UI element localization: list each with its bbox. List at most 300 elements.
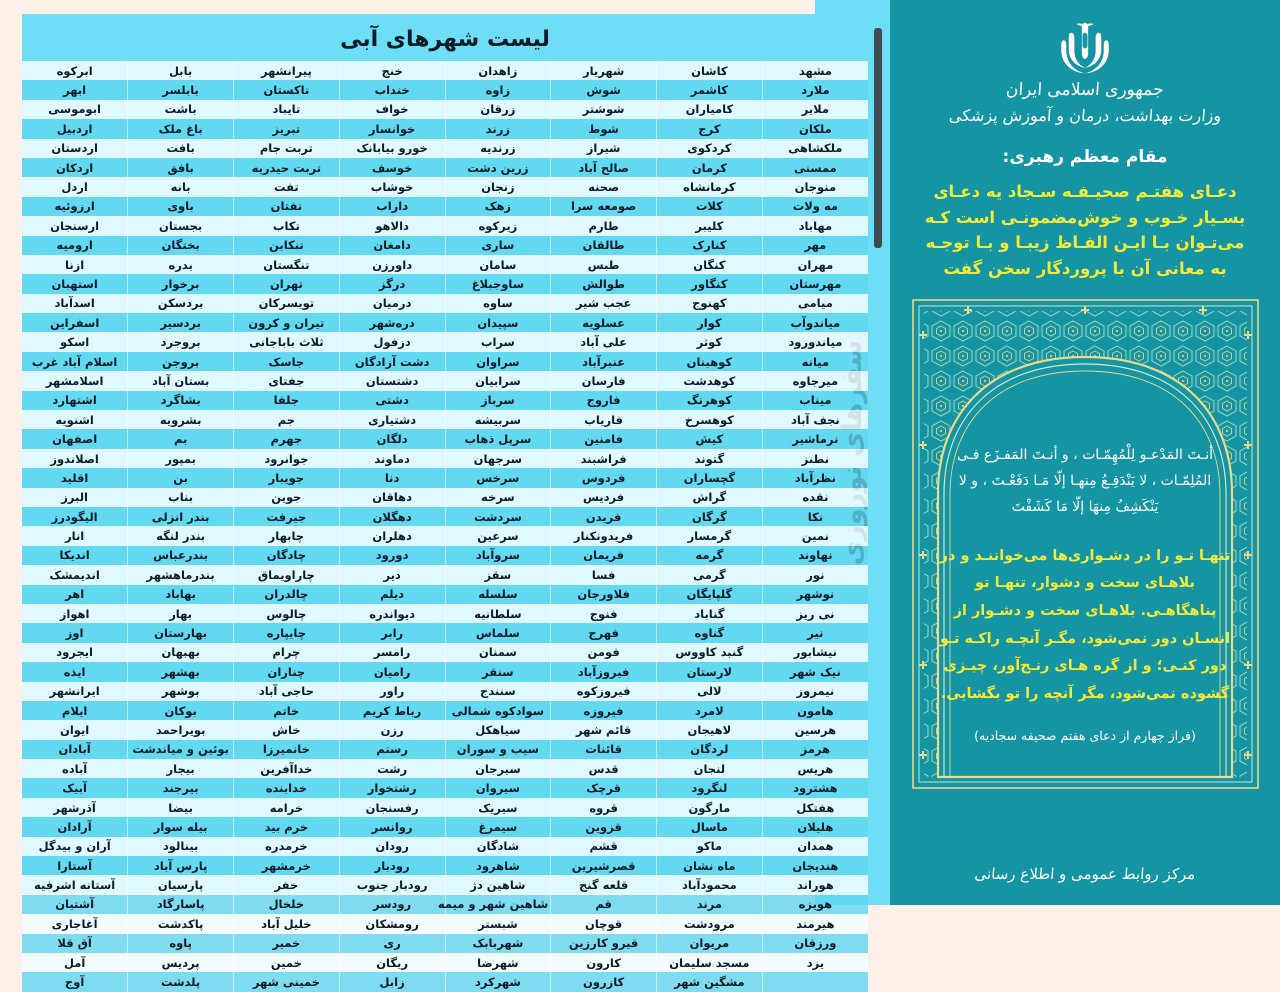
city-cell: زیرکوه: [445, 216, 551, 235]
city-cell: ملکان: [762, 119, 868, 138]
city-cell: جوانرود: [234, 449, 340, 468]
city-cell: انار: [22, 526, 128, 545]
city-cell: طارم: [551, 216, 657, 235]
city-cell: دنا: [339, 468, 445, 487]
city-cell: بیله سوار: [128, 817, 234, 836]
table-row: [22, 895, 868, 914]
city-cell: برخوار: [128, 274, 234, 293]
table-row: [22, 332, 868, 351]
city-cell: خدابنده: [234, 778, 340, 797]
city-cell: آستانه اشرفیه: [22, 875, 128, 894]
city-cell: شبستر: [445, 914, 551, 933]
city-cell: حاجی آباد: [234, 682, 340, 701]
city-cell: دالاهو: [339, 216, 445, 235]
city-cell: لنگرود: [657, 778, 763, 797]
city-cell: اسلام آباد غرب: [22, 352, 128, 371]
city-cell: نهاوند: [762, 546, 868, 565]
city-cell: پارس آباد: [128, 856, 234, 875]
city-cell: کوار: [657, 313, 763, 332]
city-cell: لامرد: [657, 701, 763, 720]
city-cell: صومعه سرا: [551, 197, 657, 216]
city-cell: بروجرد: [128, 332, 234, 351]
city-cell: زاوه: [445, 80, 551, 99]
city-cell: نیمروز: [762, 682, 868, 701]
city-cell: نظرآباد: [762, 468, 868, 487]
city-cell: فلاورجان: [551, 585, 657, 604]
table-row: [22, 953, 868, 972]
city-cell: بردسکن: [128, 294, 234, 313]
city-cell: آستارا: [22, 856, 128, 875]
city-cell: قرچک: [551, 778, 657, 797]
city-cell: اندیکا: [22, 546, 128, 565]
city-cell: شهریار: [551, 61, 657, 80]
table-row: [22, 177, 868, 196]
city-cell: بروجن: [128, 352, 234, 371]
city-cell: نیر: [762, 623, 868, 642]
table-row: [22, 488, 868, 507]
table-row: [22, 197, 868, 216]
table-row: [22, 100, 868, 119]
city-cell: سیاهکل: [445, 720, 551, 739]
city-cell: ایذه: [22, 662, 128, 681]
city-cell: آرادان: [22, 817, 128, 836]
city-cell: ساوه: [445, 294, 551, 313]
city-cell: اندیمشک: [22, 565, 128, 584]
table-row: [22, 682, 868, 701]
city-cell: لارستان: [657, 662, 763, 681]
city-cell: سرپل ذهاب: [445, 429, 551, 448]
city-cell: آبادان: [22, 740, 128, 759]
city-cell: کلیبر: [657, 216, 763, 235]
city-cell: طالقان: [551, 236, 657, 255]
city-cell: کوهرنگ: [657, 391, 763, 410]
city-cell: هامون: [762, 701, 868, 720]
table-row: [22, 119, 868, 138]
city-cell: باغ ملک: [128, 119, 234, 138]
city-cell: میاندوآب: [762, 313, 868, 332]
city-cell: لنجان: [657, 759, 763, 778]
city-cell: خمینی شهر: [234, 972, 340, 991]
city-cell: ملکشاهی: [762, 139, 868, 158]
city-cell: دامغان: [339, 236, 445, 255]
city-cell: هفتکل: [762, 798, 868, 817]
city-cell: چاراویماق: [234, 565, 340, 584]
city-cell: رودان: [339, 837, 445, 856]
table-row: [22, 643, 868, 662]
city-cell: خوشاب: [339, 177, 445, 196]
city-cell: نیک شهر: [762, 662, 868, 681]
city-cell: داورزن: [339, 255, 445, 274]
city-cell: نرماشیر: [762, 429, 868, 448]
city-cell: البرز: [22, 488, 128, 507]
city-cell: دیر: [339, 565, 445, 584]
city-cell: دیلم: [339, 585, 445, 604]
city-cell: زرین دشت: [445, 158, 551, 177]
city-cell: جوین: [234, 488, 340, 507]
city-cell: لاهیجان: [657, 720, 763, 739]
city-cell: چالدران: [234, 585, 340, 604]
city-cell: آذرشهر: [22, 798, 128, 817]
city-cell: خرم بید: [234, 817, 340, 836]
city-cell: بدره: [128, 255, 234, 274]
city-cell: استهبان: [22, 274, 128, 293]
city-cell: اهواز: [22, 604, 128, 623]
city-cell: آشتیان: [22, 895, 128, 914]
table-row: [22, 274, 868, 293]
city-cell: شادگان: [445, 837, 551, 856]
table-row: [22, 255, 868, 274]
city-cell: دلگان: [339, 429, 445, 448]
table-row: [22, 972, 868, 991]
city-cell: کنگان: [657, 255, 763, 274]
city-cell: سیمرغ: [445, 817, 551, 836]
city-cell: سربیشه: [445, 410, 551, 429]
city-cell: لردگان: [657, 740, 763, 759]
city-cell: فریمان: [551, 546, 657, 565]
city-cell: ارزوئیه: [22, 197, 128, 216]
city-cell: شیراز: [551, 139, 657, 158]
city-cell: عجب شیر: [551, 294, 657, 313]
city-cell: بردسیر: [128, 313, 234, 332]
city-cell: زرند: [445, 119, 551, 138]
city-cell: جویبار: [234, 468, 340, 487]
city-cell: کوهبنان: [657, 352, 763, 371]
city-cell: مرند: [657, 895, 763, 914]
city-cell: بشاگرد: [128, 391, 234, 410]
city-cell: گرمی: [657, 565, 763, 584]
table-row: [22, 80, 868, 99]
city-cell: ساری: [445, 236, 551, 255]
city-cell: بناب: [128, 488, 234, 507]
city-cell: بیرجند: [128, 778, 234, 797]
city-cell: آبیک: [22, 778, 128, 797]
city-cell: سرعین: [445, 526, 551, 545]
city-cell: دهاقان: [339, 488, 445, 507]
city-cell: میاندورود: [762, 332, 868, 351]
city-cell: صحنه: [551, 177, 657, 196]
city-cell: هرمز: [762, 740, 868, 759]
city-cell: کیش: [657, 429, 763, 448]
city-cell: بم: [128, 429, 234, 448]
city-cell: بختگان: [128, 236, 234, 255]
city-cell: ابهر: [22, 80, 128, 99]
city-cell: باوی: [128, 197, 234, 216]
city-cell: هریس: [762, 759, 868, 778]
table-row: [22, 371, 868, 390]
city-cell: گرمه: [657, 546, 763, 565]
city-cell: سیرجان: [445, 759, 551, 778]
city-cell: سقز: [445, 565, 551, 584]
city-cell: تفت: [234, 177, 340, 196]
city-cell: قائنات: [551, 740, 657, 759]
city-cell: ایلام: [22, 701, 128, 720]
city-cell: زاهدان: [445, 61, 551, 80]
city-cell: فنوج: [551, 604, 657, 623]
city-cell: خورو بیابانک: [339, 139, 445, 158]
leader-label: مقام معظم رهبری:: [1002, 147, 1168, 167]
city-cell: خفر: [234, 875, 340, 894]
city-cell: کازرون: [551, 972, 657, 991]
city-cell: گراش: [657, 488, 763, 507]
city-cell: دزفول: [339, 332, 445, 351]
source-citation: (فراز چهارم از دعای هفتم صحیفه سجادیه): [974, 728, 1196, 744]
city-cell: سرابیان: [445, 371, 551, 390]
city-cell: رودسر: [339, 895, 445, 914]
city-cell: خلخال: [234, 895, 340, 914]
city-cell: چالوس: [234, 604, 340, 623]
city-cell: درگز: [339, 274, 445, 293]
city-cell: بجستان: [128, 216, 234, 235]
city-cell: راور: [339, 682, 445, 701]
city-cell: خداآفرین: [234, 759, 340, 778]
city-cell: چادگان: [234, 546, 340, 565]
city-cell: کرمانشاه: [657, 177, 763, 196]
city-cell: شوشتر: [551, 100, 657, 119]
table-row: [22, 468, 868, 487]
city-cell: نجف آباد: [762, 410, 868, 429]
table-row: [22, 662, 868, 681]
city-cell: بوئین و میاندشت: [128, 740, 234, 759]
city-cell: تفتان: [234, 197, 340, 216]
city-cell: جفتای: [234, 371, 340, 390]
city-cell: مه ولات: [762, 197, 868, 216]
city-cell: رامسر: [339, 643, 445, 662]
city-cell: فهرج: [551, 623, 657, 642]
table-row: [22, 507, 868, 526]
city-cell: بندرماهشهر: [128, 565, 234, 584]
city-cell: رشتخوار: [339, 778, 445, 797]
city-cell: داراب: [339, 197, 445, 216]
city-cell: فریدونکنار: [551, 526, 657, 545]
city-cell: شهرضا: [445, 953, 551, 972]
city-cell: فراشبند: [551, 449, 657, 468]
iran-emblem-icon: [1053, 14, 1117, 74]
city-cell: میامی: [762, 294, 868, 313]
city-cell: گرگان: [657, 507, 763, 526]
city-cell: تایباد: [234, 100, 340, 119]
persian-translation-text: تنهـا تـو را در دشـواری‌ها می‌خواننـد و در بلاهـای سخت و دشوار، تنهـا تو پناهگاهـی. بلاهـای سخت و دشـوار از انسـان دور نمی‌شود، مگـر آنچـه راکـه تـو دور کنـی؛ و از گره هـای رنـج‌آور، چیـزی گشوده نمی‌شود، مگر آنچه را تو بگشایی.: [939, 547, 1231, 702]
city-cell: فیروزکوه: [551, 682, 657, 701]
city-cell: بانه: [128, 177, 234, 196]
city-cell: شهرکرد: [445, 972, 551, 991]
city-cell: مشگین شهر: [657, 972, 763, 991]
city-cell: عسلویه: [551, 313, 657, 332]
city-cell: آق قلا: [22, 934, 128, 953]
city-cell: صالح آباد: [551, 158, 657, 177]
city-cell: لالی: [657, 682, 763, 701]
city-cell: بویراحمد: [128, 720, 234, 739]
city-cell: ملارد: [762, 80, 868, 99]
city-cell: فردوس: [551, 468, 657, 487]
city-cell: بن: [128, 468, 234, 487]
city-cell: مهران: [762, 255, 868, 274]
city-cell: دهگلان: [339, 507, 445, 526]
city-cell: مرودشت: [657, 914, 763, 933]
city-cell: فامنین: [551, 429, 657, 448]
city-cell: قروه: [551, 798, 657, 817]
city-cell: خرمدره: [234, 837, 340, 856]
table-row: [22, 429, 868, 448]
city-cell: تویسرکان: [234, 294, 340, 313]
city-cell: سراوان: [445, 352, 551, 371]
city-cell: روانسر: [339, 817, 445, 836]
city-cell: بندر انزلی: [128, 507, 234, 526]
city-cell: قیرو کارزین: [551, 934, 657, 953]
city-cell: دشتی: [339, 391, 445, 410]
city-cell: کردکوی: [657, 139, 763, 158]
city-cell: بهبهان: [128, 643, 234, 662]
city-cell: کرج: [657, 119, 763, 138]
city-cell: دشتیاری: [339, 410, 445, 429]
city-cell: کاشمر: [657, 80, 763, 99]
city-cell: مارگون: [657, 798, 763, 817]
city-cell: اشتهارد: [22, 391, 128, 410]
city-cell: بهشهر: [128, 662, 234, 681]
table-row: [22, 837, 868, 856]
city-cell: علی آباد: [551, 332, 657, 351]
table-row: [22, 604, 868, 623]
city-cell: مهاباد: [762, 216, 868, 235]
city-cell: بمپور: [128, 449, 234, 468]
city-cell: کوثر: [657, 332, 763, 351]
table-row: [22, 623, 868, 642]
city-cell: تیران و کرون: [234, 313, 340, 332]
city-cell: هندیجان: [762, 856, 868, 875]
city-cell: اهر: [22, 585, 128, 604]
city-cell: چابهار: [234, 526, 340, 545]
city-cell: مهر: [762, 236, 868, 255]
table-row: [22, 352, 868, 371]
city-cell: سرجهان: [445, 449, 551, 468]
city-cell: آمل: [22, 953, 128, 972]
city-cell: دیواندره: [339, 604, 445, 623]
city-cell: فارسان: [551, 371, 657, 390]
city-cell: اردستان: [22, 139, 128, 158]
city-cell: گناباد: [657, 604, 763, 623]
city-cell: هشترود: [762, 778, 868, 797]
city-cell: پارسیان: [128, 875, 234, 894]
city-cell: سلسله: [445, 585, 551, 604]
city-cell: فاریاب: [551, 410, 657, 429]
city-cell: بافت: [128, 139, 234, 158]
city-cell: فریدن: [551, 507, 657, 526]
city-cell: خنج: [339, 61, 445, 80]
ministry-panel: [890, 0, 1280, 905]
city-cell: کوهسرخ: [657, 410, 763, 429]
city-cell: کنگاور: [657, 274, 763, 293]
strip-accent-bar: [874, 28, 882, 248]
table-row: [22, 410, 868, 429]
city-cell: رشت: [339, 759, 445, 778]
city-cell: تربت حیدریه: [234, 158, 340, 177]
city-cell: اصفهان: [22, 429, 128, 448]
city-cell: خنداب: [339, 80, 445, 99]
city-cell: ماسال: [657, 817, 763, 836]
city-cell: خاش: [234, 720, 340, 739]
city-cell: قوچان: [551, 914, 657, 933]
city-cell: اسلامشهر: [22, 371, 128, 390]
city-cell: زابل: [339, 972, 445, 991]
city-cell: فیروزآباد: [551, 662, 657, 681]
city-cell: گتوند: [657, 449, 763, 468]
city-cell: منوجان: [762, 177, 868, 196]
city-cell: طوالش: [551, 274, 657, 293]
table-row: [22, 61, 868, 80]
city-cell: آباده: [22, 759, 128, 778]
city-cell: خلیل آباد: [234, 914, 340, 933]
city-cell: فاروج: [551, 391, 657, 410]
city-cell: بهارستان: [128, 623, 234, 642]
city-cell: قدس: [551, 759, 657, 778]
city-cell: خمین: [234, 953, 340, 972]
table-row: [22, 139, 868, 158]
city-cell: رومشکان: [339, 914, 445, 933]
city-cell: اوز: [22, 623, 128, 642]
city-cell: سرباز: [445, 391, 551, 410]
ministry-country-label: جمهوری اسلامی ایران: [1005, 80, 1165, 100]
table-row: [22, 740, 868, 759]
table-row: [22, 914, 868, 933]
city-cell: هوراند: [762, 875, 868, 894]
city-cell: قصرشیرین: [551, 856, 657, 875]
table-row: [22, 701, 868, 720]
table-row: [22, 449, 868, 468]
city-cell: جهرم: [234, 429, 340, 448]
city-cell: نیشابور: [762, 643, 868, 662]
city-cell: رستم: [339, 740, 445, 759]
page-title: لیست شهرهای آبی: [340, 27, 550, 52]
city-cell: ماکو: [657, 837, 763, 856]
city-cell: بافق: [128, 158, 234, 177]
city-cell: زرندیه: [445, 139, 551, 158]
city-cell: سروآباد: [445, 546, 551, 565]
city-cell: دورود: [339, 546, 445, 565]
city-cell: جلفا: [234, 391, 340, 410]
city-cell: شاهین شهر و میمه: [445, 895, 551, 914]
city-cell: پاکدشت: [128, 914, 234, 933]
city-cell: شهربابک: [445, 934, 551, 953]
city-cell: پاسارگاد: [128, 895, 234, 914]
city-cell: بیجار: [128, 759, 234, 778]
city-cell: پیرانشهر: [234, 61, 340, 80]
city-cell: دهلران: [339, 526, 445, 545]
city-cell: شوط: [551, 119, 657, 138]
city-cell: ابرکوه: [22, 61, 128, 80]
city-cell: سوادکوه شمالی: [445, 701, 551, 720]
city-cell: ماه نشان: [657, 856, 763, 875]
city-cell: یزد: [762, 953, 868, 972]
city-cell: ایوان: [22, 720, 128, 739]
city-cell: رفسنجان: [339, 798, 445, 817]
city-cell: فسا: [551, 565, 657, 584]
city-cell: تکاب: [234, 216, 340, 235]
table-row: [22, 158, 868, 177]
city-cell: هلیلان: [762, 817, 868, 836]
city-cell: سرخه: [445, 488, 551, 507]
city-cell: خمیر: [234, 934, 340, 953]
city-cell: چرام: [234, 643, 340, 662]
city-cell: بهار: [128, 604, 234, 623]
city-cell: زنجان: [445, 177, 551, 196]
city-cell: سیریک: [445, 798, 551, 817]
city-cell: جاسک: [234, 352, 340, 371]
city-cell: پلدشت: [128, 972, 234, 991]
city-cell: ساوجبلاغ: [445, 274, 551, 293]
blue-cities-table: [22, 61, 868, 992]
city-cell: اصلاندوز: [22, 449, 128, 468]
table-row: [22, 798, 868, 817]
city-cell: چناران: [234, 662, 340, 681]
